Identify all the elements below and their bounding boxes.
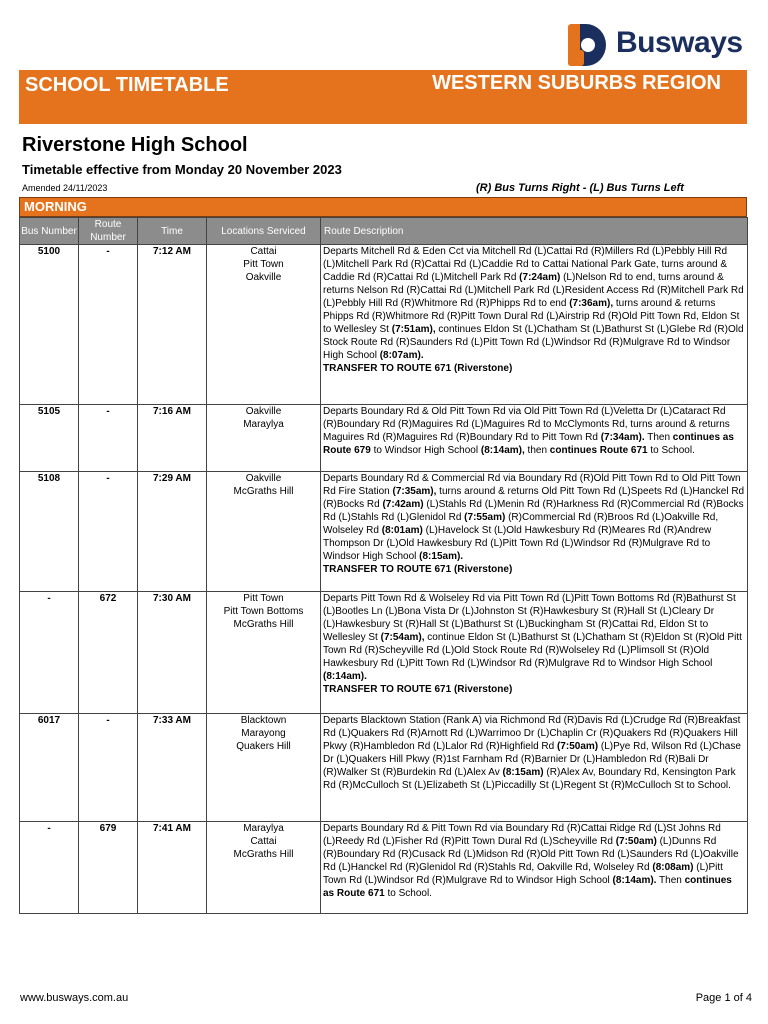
bus-number: 5108 bbox=[20, 472, 79, 592]
route-number: - bbox=[79, 245, 138, 405]
description-segment: Then bbox=[656, 875, 685, 886]
period-header bbox=[19, 197, 747, 217]
location-item: Quakers Hill bbox=[236, 741, 291, 752]
description-bold-segment: (8:14am). bbox=[323, 671, 367, 682]
departure-time: 7:16 AM bbox=[138, 405, 207, 472]
table-row bbox=[20, 714, 748, 822]
description-bold-segment: TRANSFER TO ROUTE 671 (Riverstone) bbox=[323, 684, 513, 695]
effective-date: Timetable effective from Monday 20 November 2023 bbox=[22, 162, 342, 177]
bus-number: 6017 bbox=[20, 714, 79, 822]
locations-serviced bbox=[207, 245, 321, 405]
description-segment: Departs Pitt Town Rd & Wolseley Rd via Pitt Town Rd (L)Pitt Town Bottoms Rd (R)Bathurst St (L)Bootles Ln (L)Bona Vista Dr (L)Johnston St (R)Hawkesbury St (R)Hall St (L)Cleary Dr (L)Hawkesbury St (R)Hall St (L)Bathurst St (L)Buckingham St (R)Cattai Rd, Eldon St to Wellesley St bbox=[323, 593, 736, 643]
amended-date: Amended 24/11/2023 bbox=[22, 183, 108, 193]
description-bold-segment: continues as Route 671 bbox=[323, 875, 732, 899]
route-number: - bbox=[79, 714, 138, 822]
route-description bbox=[321, 245, 748, 405]
page-number: Page 1 of 4 bbox=[695, 992, 752, 1004]
location-item: Oakville bbox=[245, 272, 282, 283]
bus-number: 5100 bbox=[20, 245, 79, 405]
description-segment: (R)Commercial Rd (R)Broos Rd (L)Oakville Rd, Wolseley Rd bbox=[323, 512, 719, 536]
locations-serviced bbox=[207, 822, 321, 914]
description-bold-segment: (7:35am), bbox=[392, 486, 437, 497]
description-segment: Departs Mitchell Rd & Eden Cct via Mitchell Rd (L)Cattai Rd (R)Millers Rd (L)Pebbly Hill Rd (L)Mitchell Park Rd (R)Cattai Rd (L)Caddie Rd to Cattai National Park Gate, turns around & Caddie Rd (R)Cattai Rd (L)Mitchell Park Rd bbox=[323, 246, 728, 283]
description-segment: (R)Alex Av, Boundary Rd, Kensington Park Rd (R)McCulloch St (L)Elizabeth St (L)Piccadilly St (L)Regent St (R)McCulloch St to School. bbox=[323, 767, 736, 791]
table-row bbox=[20, 472, 748, 592]
description-bold-segment: (8:01am) bbox=[381, 525, 423, 536]
route-number: 679 bbox=[79, 822, 138, 914]
description-bold-segment: (7:42am) bbox=[382, 499, 424, 510]
locations-serviced bbox=[207, 592, 321, 714]
description-bold-segment: (8:15am) bbox=[502, 767, 544, 778]
table-header-row bbox=[20, 218, 748, 245]
departure-time: 7:29 AM bbox=[138, 472, 207, 592]
location-item: Cattai bbox=[250, 246, 277, 257]
departure-time: 7:41 AM bbox=[138, 822, 207, 914]
description-bold-segment: (7:51am), bbox=[391, 324, 436, 335]
table-row bbox=[20, 592, 748, 714]
turn-legend: (R) Bus Turns Right - (L) Bus Turns Left bbox=[476, 182, 684, 194]
description-bold-segment: (8:14am), bbox=[480, 445, 525, 456]
description-segment: to Windsor High School bbox=[370, 445, 481, 456]
route-number: - bbox=[79, 472, 138, 592]
description-segment: to School. bbox=[647, 445, 695, 456]
col-locations: Locations Serviced bbox=[207, 218, 321, 245]
description-segment: continue Eldon St (L)Bathurst St (L)Chatham St (R)Eldon St (R)Old Pitt Town Rd (R)Scheyville Rd (L)Old Stock Route Rd (R)Wolseley Rd (L)Plimsoll St (R)Old Hawkesbury Rd (L)Pitt Town Rd (L)Windsor Rd (R)Mulgrave Rd to Windsor High School bbox=[323, 632, 742, 669]
description-bold-segment: (7:54am), bbox=[380, 632, 425, 643]
route-number: 672 bbox=[79, 592, 138, 714]
description-segment: then bbox=[524, 445, 550, 456]
description-segment: Departs Blacktown Station (Rank A) via Richmond Rd (R)Davis Rd (L)Crudge Rd (R)Breakfast Rd (L)Quakers Rd (R)Arnott Rd (L)Warrimoo Dr (L)Chaplin Cr (R)Quakers Rd (R)Quakers Hill Pkwy (R)Hambledon Rd (L)Lalor Rd (R)Highfield Rd bbox=[323, 715, 741, 752]
bus-number: 5105 bbox=[20, 405, 79, 472]
col-route-description: Route Description bbox=[321, 218, 748, 245]
departure-time: 7:30 AM bbox=[138, 592, 207, 714]
description-bold-segment: (8:08am) bbox=[652, 862, 694, 873]
description-bold-segment: (8:15am). bbox=[419, 551, 464, 562]
bus-number: - bbox=[20, 822, 79, 914]
route-description bbox=[321, 472, 748, 592]
banner-title: SCHOOL TIMETABLE bbox=[25, 74, 229, 96]
location-item: Marayong bbox=[241, 728, 286, 739]
banner-region: WESTERN SUBURBS REGION bbox=[432, 72, 721, 94]
description-bold-segment: (8:14am). bbox=[612, 875, 657, 886]
description-bold-segment: (7:50am) bbox=[556, 741, 599, 752]
location-item: Oakville bbox=[245, 473, 282, 484]
description-bold-segment: (8:07am). bbox=[379, 350, 424, 361]
col-bus-number: Bus Number bbox=[20, 218, 79, 245]
route-description bbox=[321, 592, 748, 714]
description-segment: (L)Stahls Rd (L)Menin Rd (R)Harkness Rd (R)Commercial Rd (R)Bocks Rd (L)Stahls Rd (L)Glenidol Rd bbox=[323, 499, 744, 523]
description-segment: turns around & returns Phipps Rd (R)Whitmore Rd (R)Pitt Town Dural Rd (L)Airstrip Rd (R)Old Pitt Town Rd, Eldon St to Wellesley St bbox=[323, 298, 740, 335]
description-segment: Departs Boundary Rd & Pitt Town Rd via Boundary Rd (R)Cattai Ridge Rd (L)St Johns Rd (L)Reedy Rd (L)Fisher Rd (R)Pitt Town Dural Rd (L)Scheyville Rd bbox=[323, 823, 721, 847]
table-row bbox=[20, 245, 748, 405]
locations-serviced bbox=[207, 405, 321, 472]
route-number: - bbox=[79, 405, 138, 472]
table-row bbox=[20, 405, 748, 472]
busways-logo bbox=[566, 20, 746, 70]
description-bold-segment: TRANSFER TO ROUTE 671 (Riverstone) bbox=[323, 564, 513, 575]
timetable bbox=[19, 217, 748, 914]
location-item: Oakville bbox=[245, 406, 282, 417]
description-segment: turns around & returns Old Pitt Town Rd (L)Speets Rd (L)Hanckel Rd (R)Bocks Rd bbox=[323, 486, 745, 510]
location-item: Pitt Town bbox=[243, 593, 284, 604]
location-item: Maraylya bbox=[243, 823, 284, 834]
location-item: Maraylya bbox=[243, 419, 284, 430]
route-description bbox=[321, 405, 748, 472]
title-banner bbox=[19, 70, 747, 124]
description-segment: (L)Dunns Rd (R)Boundary Rd (R)Cusack Rd (L)Midson Rd (R)Old Pitt Town Rd (L)Saunders Rd (L)Oakville Rd (L)Hanckel Rd (R)Glenidol Rd (R)Stahls Rd, Oakville Rd, Wolseley Rd bbox=[323, 836, 739, 873]
location-item: McGraths Hill bbox=[233, 619, 294, 630]
busways-logo-icon bbox=[566, 20, 606, 70]
description-segment: (L)Nelson Rd to end, turns around & returns Nelson Rd (R)Cattai Rd (L)Mitchell Park Rd (L)Resident Access Rd (R)Mitchell Park Rd (L)Pebbly Hill Rd (R)Whitmore Rd (R)Phipps Rd to end bbox=[323, 272, 744, 309]
period-label: MORNING bbox=[24, 199, 87, 214]
departure-time: 7:33 AM bbox=[138, 714, 207, 822]
description-segment: (L)Pitt Town Rd (L)Windsor Rd (R)Mulgrave Rd to Windsor High School bbox=[323, 862, 723, 886]
school-name: Riverstone High School bbox=[22, 134, 248, 156]
departure-time: 7:12 AM bbox=[138, 245, 207, 405]
description-bold-segment: (7:36am), bbox=[569, 298, 614, 309]
description-segment: Departs Boundary Rd & Commercial Rd via Boundary Rd (R)Old Pitt Town Rd to Old Pitt Town Rd Fire Station bbox=[323, 473, 741, 497]
description-bold-segment: (7:24am) bbox=[519, 272, 561, 283]
col-route-number: Route Number bbox=[79, 218, 138, 245]
route-description bbox=[321, 714, 748, 822]
route-description bbox=[321, 822, 748, 914]
table-row bbox=[20, 822, 748, 914]
description-bold-segment: (7:50am) bbox=[615, 836, 657, 847]
location-item: McGraths Hill bbox=[233, 849, 294, 860]
locations-serviced bbox=[207, 714, 321, 822]
location-item: Cattai bbox=[250, 836, 277, 847]
description-bold-segment: (7:34am). bbox=[600, 432, 645, 443]
col-time: Time bbox=[138, 218, 207, 245]
bus-number: - bbox=[20, 592, 79, 714]
location-item: Blacktown bbox=[240, 715, 287, 726]
location-item: Pitt Town bbox=[243, 259, 284, 270]
description-bold-segment: continues Route 671 bbox=[549, 445, 648, 456]
description-segment: Departs Boundary Rd & Old Pitt Town Rd via Old Pitt Town Rd (L)Veletta Dr (L)Cataract Rd (R)Boundary Rd (R)Maguires Rd (L)Maguires Rd to McClymonts Rd, turns around & returns Maguires Rd (R)Maguires Rd (R)Boundary Rd to Pitt Town Rd bbox=[323, 406, 730, 443]
locations-serviced bbox=[207, 472, 321, 592]
description-segment: (L)Pye Rd, Wilson Rd (L)Chase Dr (L)Quakers Hill Pkwy (R)1st Farnham Rd (R)Barnier Dr (L)Hambledon Rd (R)Bali Dr (R)Walker St (R)Burdekin Rd (L)Alex Av bbox=[323, 741, 741, 778]
description-segment: continues Eldon St (L)Chatham St (L)Bathurst St (L)Glebe Rd (R)Old Stock Route Rd (R)Saunders Rd (L)Pitt Town Rd (L)Windsor Rd (R)Mulgrave Rd to Windsor High School bbox=[323, 324, 744, 361]
location-item: Pitt Town Bottoms bbox=[223, 606, 304, 617]
busways-logo-text: Busways bbox=[616, 26, 743, 59]
description-bold-segment: TRANSFER TO ROUTE 671 (Riverstone) bbox=[323, 363, 513, 374]
description-segment: Then bbox=[644, 432, 673, 443]
description-segment: (L)Havelock St (L)Old Hawkesbury Rd (R)Meares Rd (R)Andrew Thompson Dr (L)Old Hawkesbury Rd (L)Pitt Town Rd (L)Windsor Rd (R)Mulgrave Rd to Windsor High School bbox=[323, 525, 712, 562]
description-segment: to School. bbox=[384, 888, 432, 899]
location-item: McGraths Hill bbox=[233, 486, 294, 497]
description-bold-segment: (7:55am) bbox=[464, 512, 506, 523]
description-bold-segment: continues as Route 679 bbox=[323, 432, 734, 456]
footer-url: www.busways.com.au bbox=[20, 992, 129, 1004]
